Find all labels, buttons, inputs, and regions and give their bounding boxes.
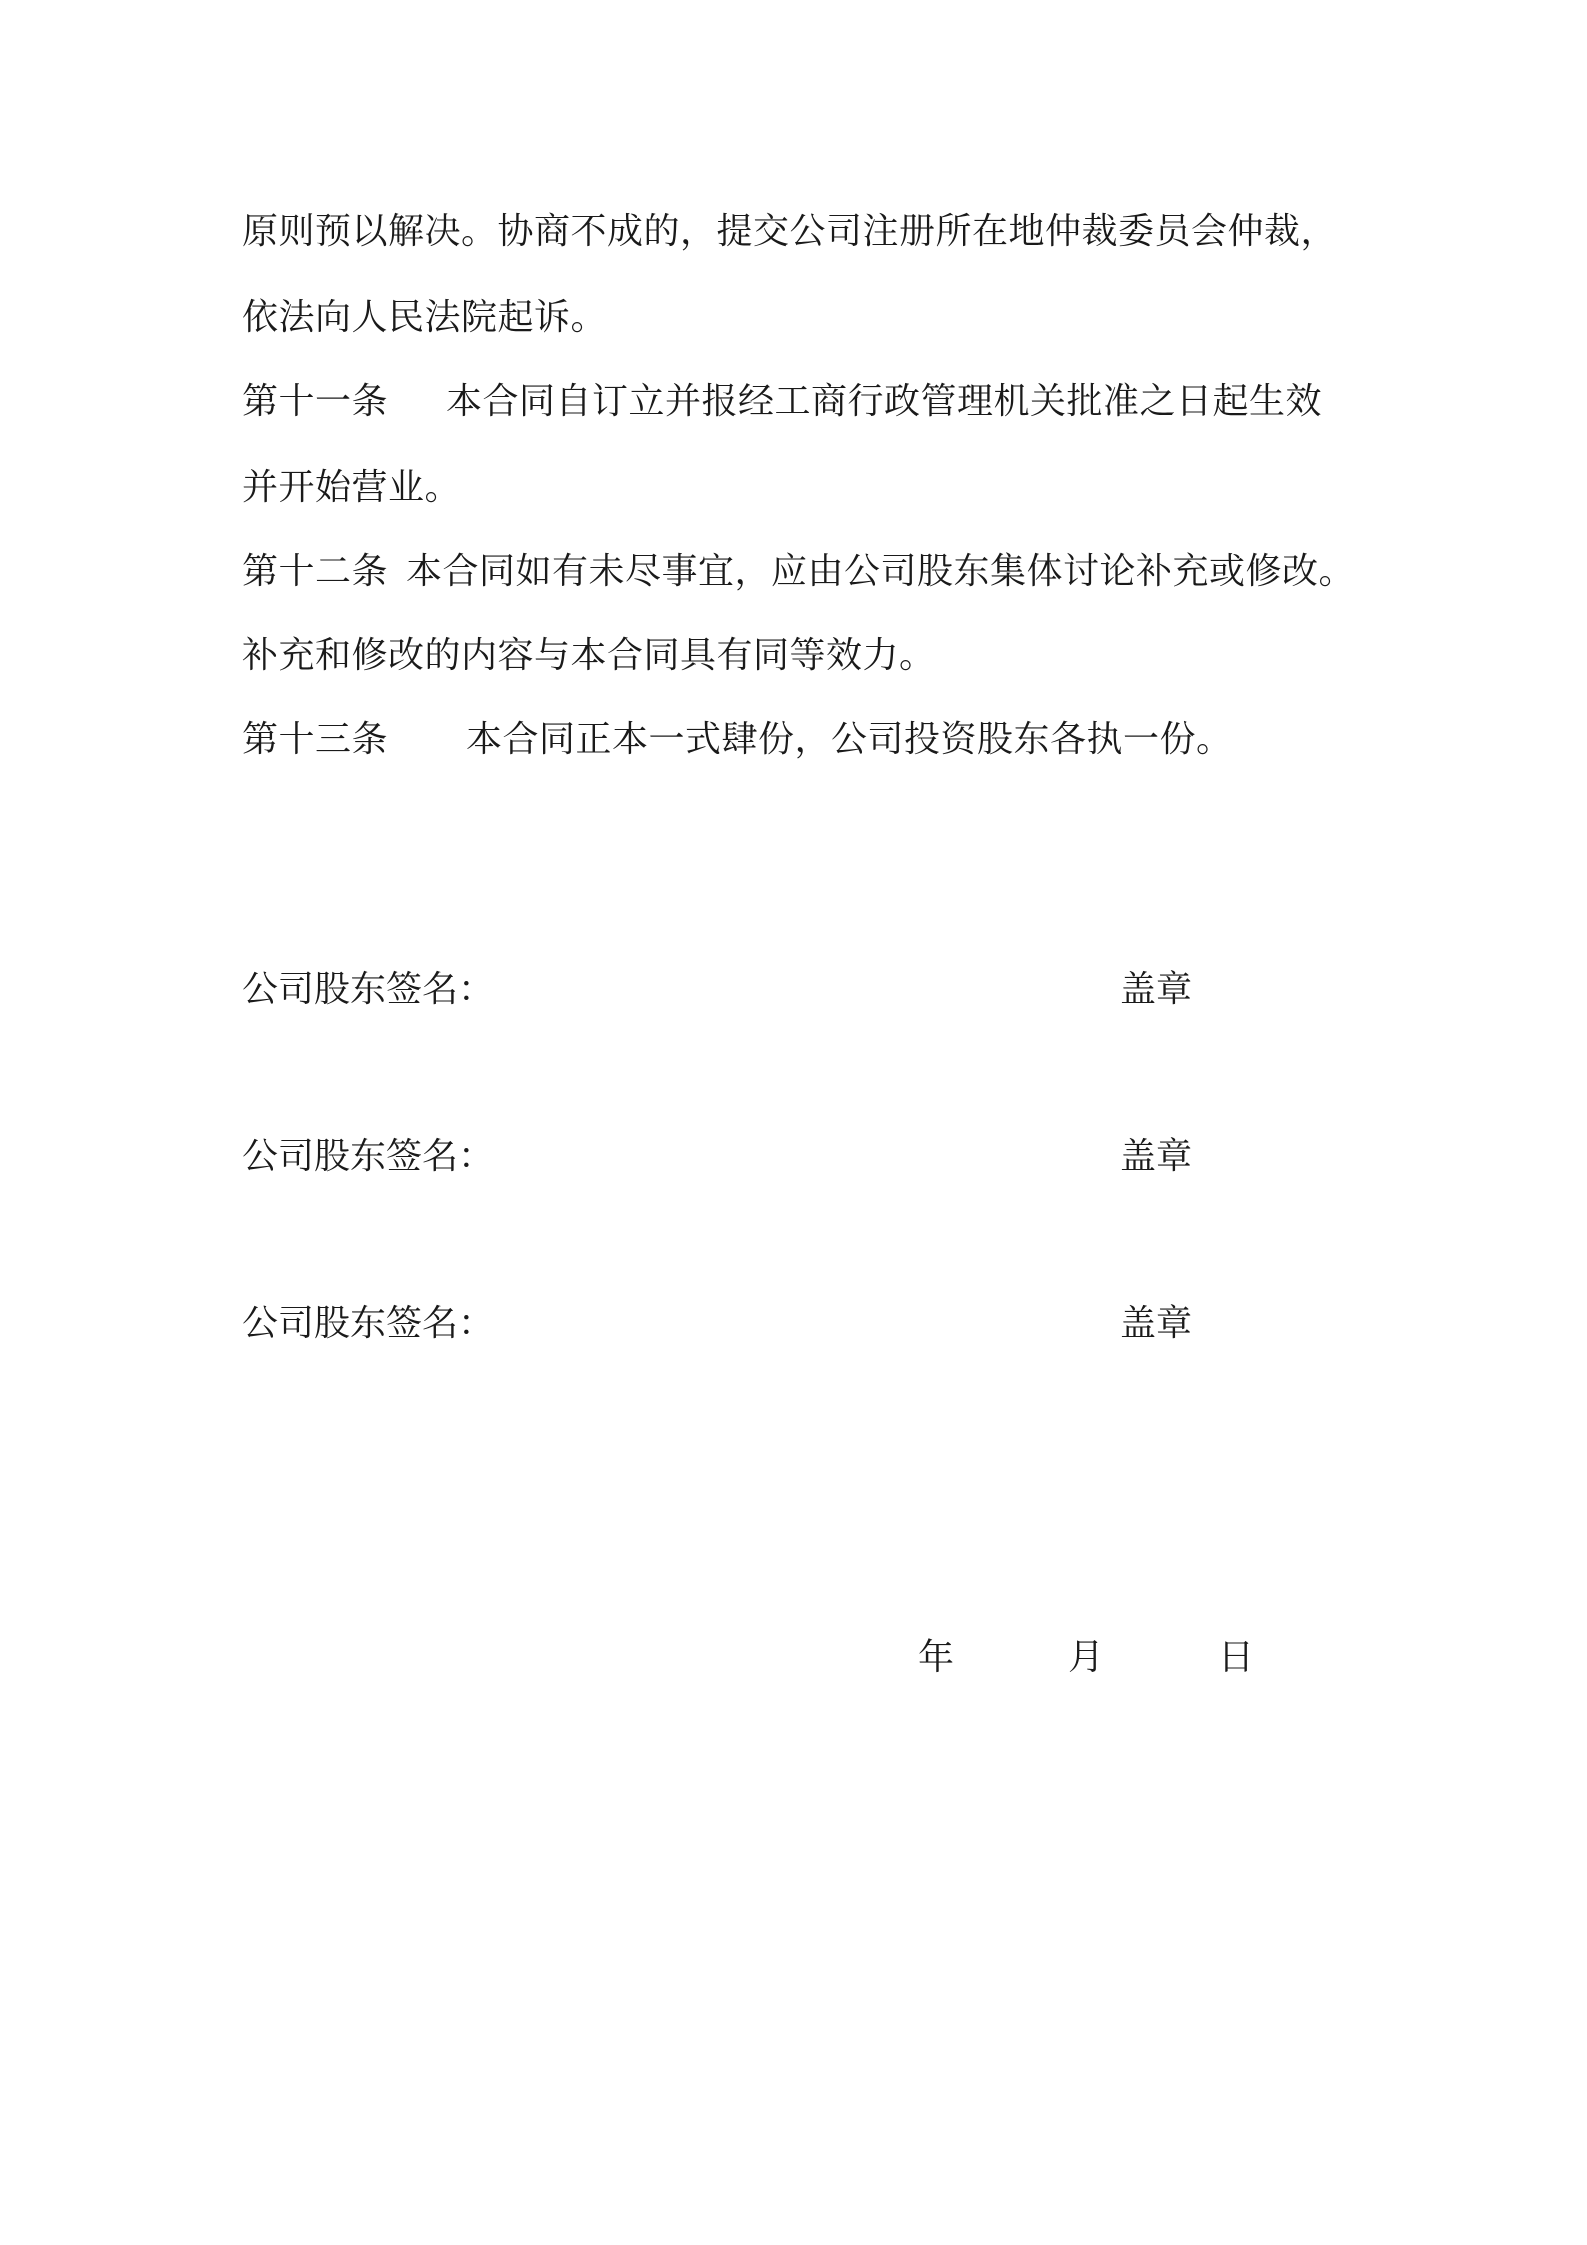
seal-label: 盖章 (1120, 1136, 1193, 1177)
article-text: 本合同正本一式肆份，公司投资股东各执一份。 (466, 719, 1233, 760)
paragraph-text: 依法向人民法院起诉。 (242, 297, 608, 338)
article-13 (242, 718, 1233, 762)
article-12 (242, 550, 1355, 594)
paragraph-line (242, 296, 607, 340)
date-year: 年 (918, 1637, 955, 1678)
article-text: 本合同如有未尽事宜，应由公司股东集体讨论补充或修改。 (406, 551, 1356, 592)
article-11 (242, 380, 1322, 424)
article-text: 并开始营业。 (242, 467, 462, 508)
date-day: 日 (1218, 1637, 1255, 1678)
article-12-continued (242, 634, 936, 678)
article-11-continued (242, 466, 461, 510)
article-number: 第十二条 (242, 551, 389, 592)
signature-label: 公司股东签名： (242, 969, 495, 1010)
seal-label: 盖章 (1120, 969, 1193, 1010)
seal-label: 盖章 (1120, 1303, 1193, 1344)
date-month: 月 (1068, 1637, 1105, 1678)
signature-label: 公司股东签名： (242, 1303, 495, 1344)
article-text: 补充和修改的内容与本合同具有同等效力。 (242, 635, 936, 676)
signature-label: 公司股东签名： (242, 1136, 495, 1177)
article-number: 第十一条 (242, 381, 389, 422)
article-text: 本合同自订立并报经工商行政管理机关批准之日起生效 (446, 381, 1323, 422)
article-number: 第十三条 (242, 719, 389, 760)
paragraph-text: 原则预以解决。协商不成的，提交公司注册所在地仲裁委员会仲裁， (242, 211, 1338, 252)
paragraph-line (242, 210, 1337, 254)
